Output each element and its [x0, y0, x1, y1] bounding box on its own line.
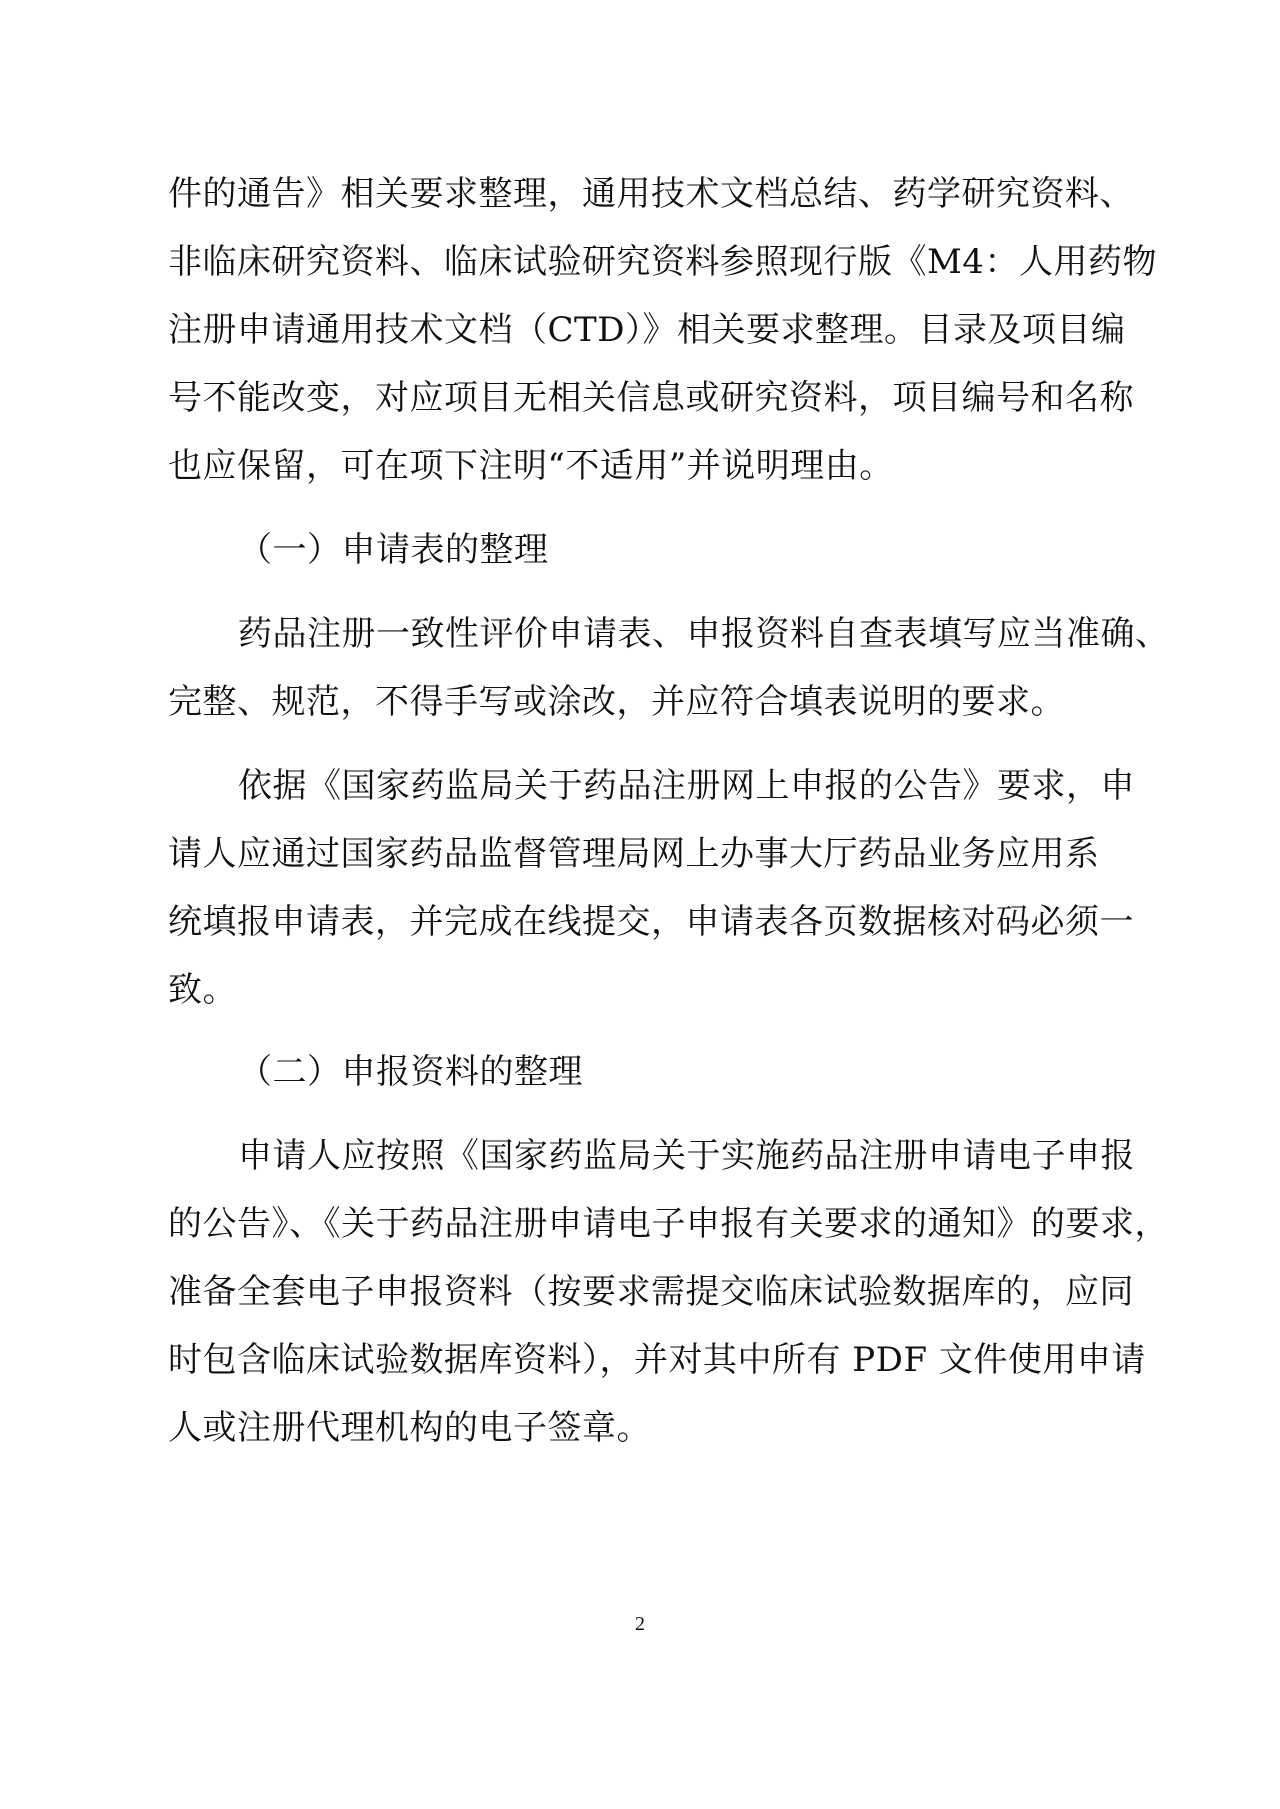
page-number: 2 — [635, 1613, 645, 1635]
body-text-line: 致。 — [168, 970, 237, 1010]
body-text-line: 号不能改变，对应项目无相关信息或研究资料，项目编号和名称 — [168, 378, 1134, 418]
body-text-line: 药品注册一致性评价申请表、申报资料自查表填写应当准确、 — [238, 614, 1170, 654]
body-text-line: 请人应通过国家药品监督管理局网上办事大厅药品业务应用系 — [168, 834, 1100, 874]
body-text-line: 注册申请通用技术文档（CTD）》相关要求整理。目录及项目编 — [168, 310, 1126, 350]
body-text-line: 准备全套电子申报资料（按要求需提交临床试验数据库的，应同 — [168, 1272, 1134, 1312]
body-text-line: 完整、规范，不得手写或涂改，并应符合填表说明的要求。 — [168, 682, 1065, 722]
body-text-line: 人或注册代理机构的电子签章。 — [168, 1408, 651, 1448]
body-text-line: 申请人应按照《国家药监局关于实施药品注册申请电子申报 — [238, 1136, 1135, 1176]
body-text-line: 统填报申请表，并完成在线提交，申请表各页数据核对码必须一 — [168, 902, 1134, 942]
section-heading: （二）申报资料的整理 — [238, 1052, 583, 1092]
section-heading: （一）申请表的整理 — [238, 530, 549, 570]
body-text-line: 依据《国家药监局关于药品注册网上申报的公告》要求，申 — [238, 766, 1135, 806]
body-text-line: 的公告》、《关于药品注册申请电子申报有关要求的通知》的要求， — [168, 1204, 1169, 1244]
body-text-line: 非临床研究资料、临床试验研究资料参照现行版《M4：人用药物 — [168, 242, 1157, 282]
body-text-line: 也应保留，可在项下注明“不适用”并说明理由。 — [168, 446, 894, 486]
body-text-line: 时包含临床试验数据库资料），并对其中所有 PDF 文件使用申请 — [168, 1340, 1146, 1380]
body-text-line: 件的通告》相关要求整理，通用技术文档总结、药学研究资料、 — [168, 174, 1134, 214]
